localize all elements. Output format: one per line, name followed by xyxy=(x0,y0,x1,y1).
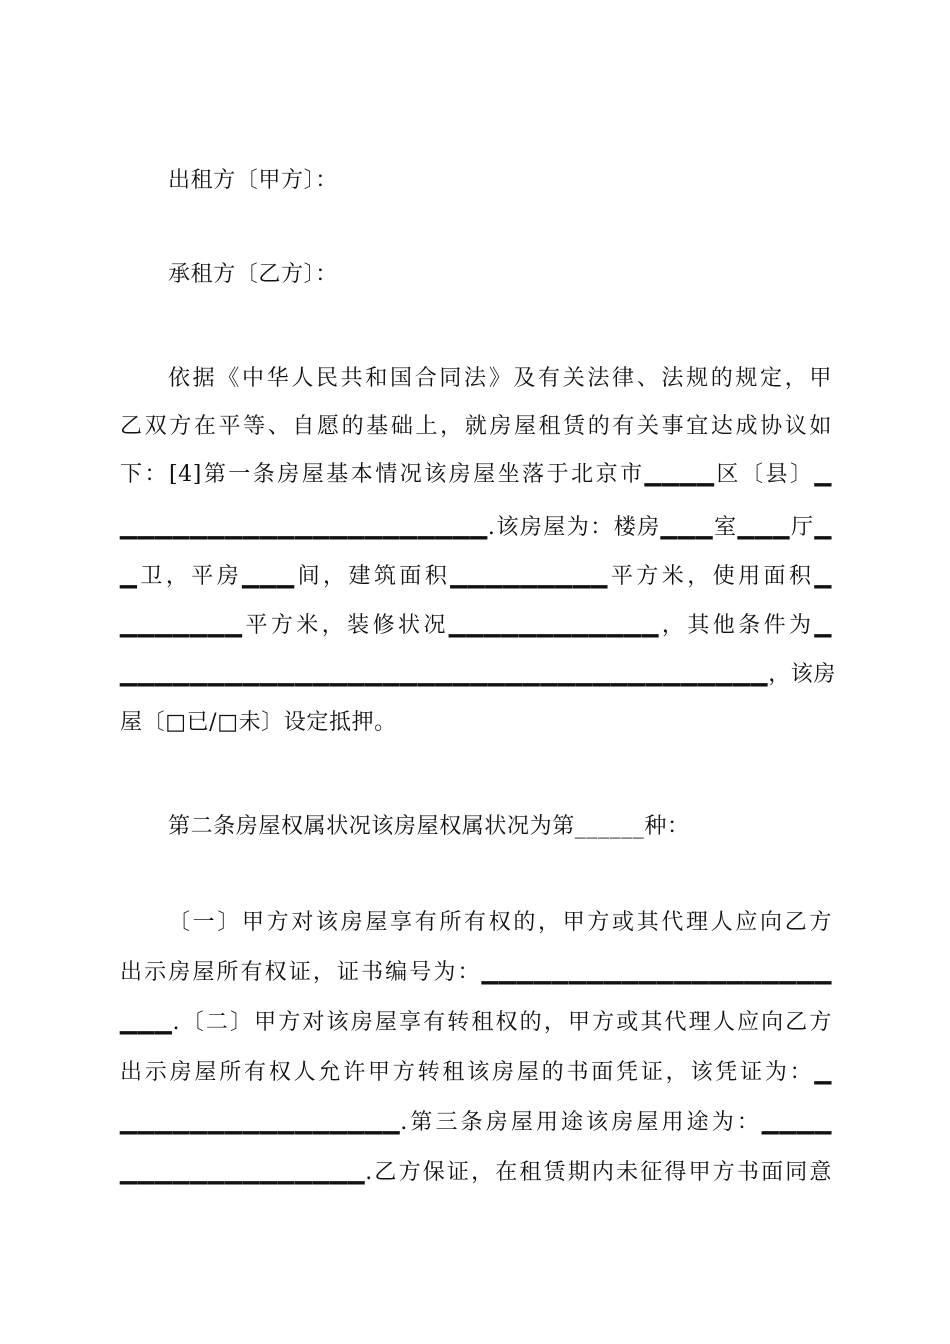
paragraph-line: ▁▁▁▁▁▁▁▁▁▁▁▁▁▁▁▁▁▁▁▁▁▁▁▁▁▁▁▁▁▁▁▁▁▁▁▁▁，该房 xyxy=(120,662,837,687)
paragraph-line: ▁▁▁▁▁▁▁平方米，装修状况▁▁▁▁▁▁▁▁▁▁▁▁，其他条件为▁ xyxy=(120,613,832,638)
paragraph-line: ▁▁▁.〔二〕甲方对该房屋享有转租权的，甲方或其代理人应向乙方 xyxy=(120,1010,832,1035)
paragraph-line: 下：[4]第一条房屋基本情况该房屋坐落于北京市▁▁▁▁区〔县〕▁ xyxy=(120,462,832,487)
lessee-label: 承租方〔乙方〕： xyxy=(168,262,338,287)
paragraph-line: ▁卫，平房▁▁▁间，建筑面积▁▁▁▁▁▁▁▁▁平方米，使用面积▁ xyxy=(120,564,832,589)
paragraph-line: 依据《中华人民共和国合同法》及有关法律、法规的规定，甲 xyxy=(168,366,832,391)
paragraph-line: 乙双方在平等、自愿的基础上，就房屋租赁的有关事宜达成协议如 xyxy=(120,414,832,439)
paragraph-line: ▁▁▁▁▁▁▁▁▁▁▁▁▁▁▁▁▁▁▁▁▁.该房屋为：楼房▁▁▁室▁▁▁厅▁ xyxy=(120,515,832,540)
paragraph-line: 出示房屋所有权人允许甲方转租该房屋的书面凭证，该凭证为：▁ xyxy=(120,1060,832,1085)
lessor-label: 出租方〔甲方〕： xyxy=(168,168,338,193)
paragraph-line: ▁▁▁▁▁▁▁▁▁▁▁▁▁▁▁▁.第三条房屋用途该房屋用途为：▁▁▁▁ xyxy=(120,1110,832,1135)
paragraph-line: ▁▁▁▁▁▁▁▁▁▁▁▁▁▁.乙方保证，在租赁期内未征得甲方书面同意 xyxy=(120,1160,832,1185)
paragraph-line: 屋〔□已/□未〕设定抵押。 xyxy=(120,710,397,735)
paragraph-line: 〔一〕甲方对该房屋享有所有权的，甲方或其代理人应向乙方 xyxy=(168,910,832,935)
paragraph-line: 出示房屋所有权证，证书编号为：▁▁▁▁▁▁▁▁▁▁▁▁▁▁▁▁▁▁▁▁ xyxy=(120,960,832,985)
article-2-heading: 第二条房屋权属状况该房屋权属状况为第______种： xyxy=(168,814,690,839)
